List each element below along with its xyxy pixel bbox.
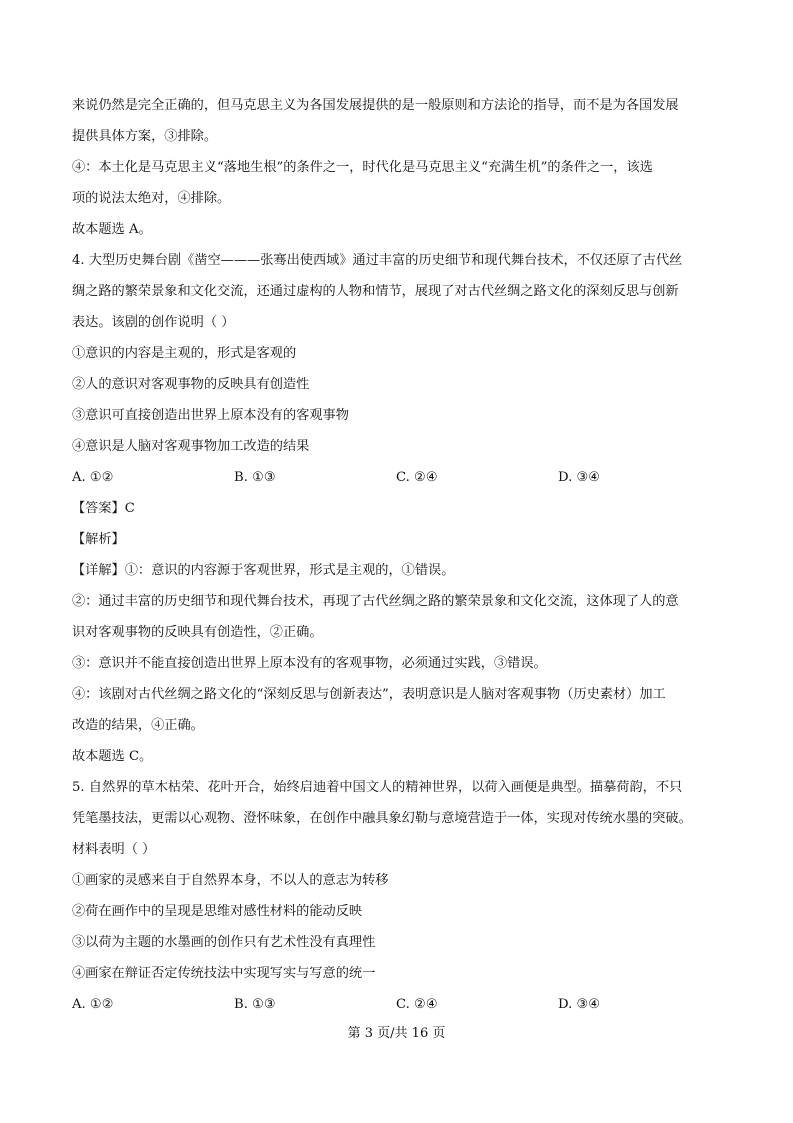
page-number: 第 3 页/共 16 页 bbox=[347, 1026, 446, 1041]
statement-3: ③意识可直接创造出世界上原本没有的客观事物 bbox=[72, 408, 349, 423]
option-a: A. ①② bbox=[72, 470, 114, 485]
question-stem: 绸之路的繁荣景象和文化交流，还通过虚构的人物和情节，展现了对古代丝绸之路文化的深刻反思与创新 bbox=[72, 284, 679, 299]
question-5 bbox=[72, 772, 732, 1020]
question-stem: 材料表明（ ） bbox=[72, 842, 156, 857]
detail-line: 【详解】①：意识的内容源于客观世界，形式是主观的，①错误。 bbox=[72, 563, 455, 578]
option-a: A. ①② bbox=[72, 997, 114, 1012]
option-c: C. ②④ bbox=[396, 470, 438, 485]
statement-1: ①画家的灵感来自于自然界本身，不以人的意志为转移 bbox=[72, 873, 389, 888]
option-b: B. ①③ bbox=[234, 470, 276, 485]
question-stem: 4. 大型历史舞台剧《凿空———张骞出使西域》通过丰富的历史细节和现代舞台技术，不仅还原了古代丝 bbox=[72, 253, 683, 268]
question-4 bbox=[72, 245, 732, 772]
statement-3: ③以荷为主题的水墨画的创作只有艺术性没有真理性 bbox=[72, 935, 376, 950]
detail-line: 改造的结果，④正确。 bbox=[72, 718, 204, 733]
detail-line: 识对客观事物的反映具有创造性，②正确。 bbox=[72, 625, 323, 640]
detail-line: ②：通过丰富的历史细节和现代舞台技术，再现了古代丝绸之路的繁荣景象和文化交流，这体现了人的意 bbox=[72, 594, 679, 609]
answer-options bbox=[72, 462, 732, 493]
statement-1: ①意识的内容是主观的，形式是客观的 bbox=[72, 346, 297, 361]
analysis-label: 【解析】 bbox=[72, 532, 125, 547]
statement-4: ④意识是人脑对客观事物加工改造的结果 bbox=[72, 439, 310, 454]
option-c: C. ②④ bbox=[396, 997, 438, 1012]
option-b: B. ①③ bbox=[234, 997, 276, 1012]
option-d: D. ③④ bbox=[558, 470, 601, 485]
question-stem: 表达。该剧的创作说明（ ） bbox=[72, 315, 235, 330]
conclusion-text: 故本题选 A。 bbox=[72, 222, 152, 237]
text-line: 来说仍然是完全正确的，但马克思主义为各国发展提供的是一般原则和方法论的指导，而不是为各国发展 bbox=[72, 98, 679, 113]
statement-2: ②荷在画作中的呈现是思维对感性材料的能动反映 bbox=[72, 904, 363, 919]
text-line: ④：本土化是马克思主义“落地生根”的条件之一，时代化是马克思主义“充满生机”的条件之一，该选 bbox=[72, 160, 653, 175]
answer-options bbox=[72, 989, 732, 1020]
text-line: 项的说法太绝对，④排除。 bbox=[72, 191, 231, 206]
statement-4: ④画家在辩证否定传统技法中实现写实与写意的统一 bbox=[72, 966, 376, 981]
statement-2: ②人的意识对客观事物的反映具有创造性 bbox=[72, 377, 310, 392]
conclusion-text: 故本题选 C。 bbox=[72, 749, 153, 764]
question-stem: 5. 自然界的草木枯荣、花叶开合，始终启迪着中国文人的精神世界，以荷入画便是典型。描摹荷韵，不只 bbox=[72, 780, 683, 795]
question-stem: 凭笔墨技法，更需以心观物、澄怀味象，在创作中融具象幻勒与意境营造于一体，实现对传统水墨的突破。 bbox=[72, 811, 692, 826]
detail-line: ③：意识并不能直接创造出世界上原本没有的客观事物，必须通过实践，③错误。 bbox=[72, 656, 547, 671]
text-line: 提供具体方案，③排除。 bbox=[72, 129, 218, 144]
detail-line: ④：该剧对古代丝绸之路文化的“深刻反思与创新表达”，表明意识是人脑对客观事物（历史素材）加工 bbox=[72, 687, 666, 702]
document-body bbox=[72, 90, 732, 1020]
option-d: D. ③④ bbox=[558, 997, 601, 1012]
answer-label: 【答案】C bbox=[72, 501, 135, 516]
